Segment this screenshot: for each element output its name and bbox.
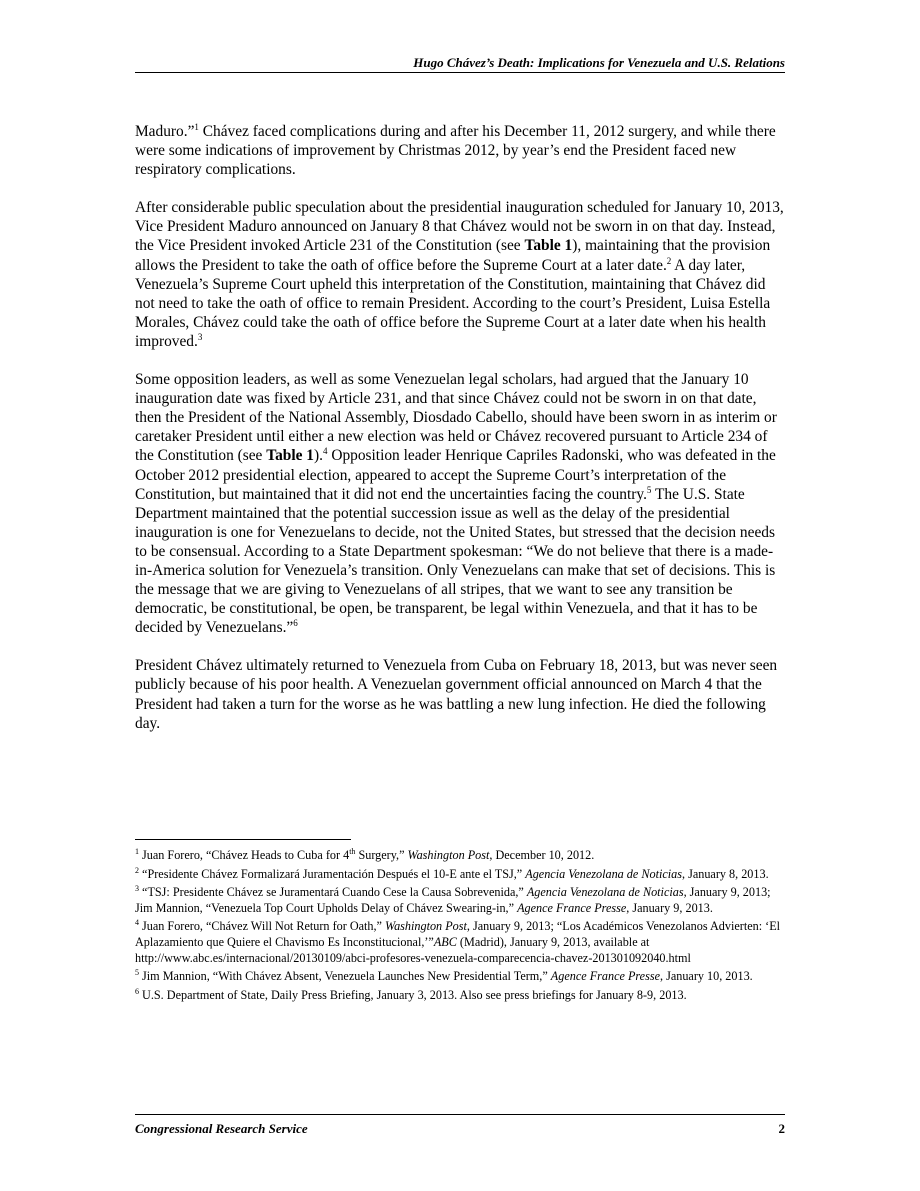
body-text — [135, 122, 785, 752]
footnote-ref-3[interactable]: 3 — [197, 331, 203, 342]
footnote-ref-6[interactable]: 6 — [293, 618, 298, 629]
source-url[interactable]: (Madrid), January 9, 2013, available at http://www.abc.es/internacional/20130109/abci-profesores-venezuela-comparecencia-chavez-201301092040.html — [135, 934, 691, 965]
footnote-ref-2[interactable]: 2 — [666, 255, 672, 266]
table-ref[interactable]: Table 1 — [266, 447, 314, 465]
paragraph-2: After considerable public speculation about the presidential inauguration scheduled for January 10, 2013, Vice President Maduro announced on January 8 that Chávez would not be sworn in on that day. Instead, the Vice President invoked Article 231 of the Constitution (see Table 1), maintaining that the provision allows the President to take the oath of office before the Supreme Court at a later date.$^2$ A day later, Venezuela’s Supreme Court upheld this interpretation of the Constitution, maintaining that Chávez did not need to take the oath of office to remain President. According to the court’s President, Luisa Estella Morales, Chávez could take the oath of office before the Supreme Court at a later date when his health improved.$^3$ — [135, 199, 784, 350]
footnote-ref-5[interactable]: 5 — [646, 484, 652, 495]
footnote-4: $^4$ Juan Forero, “Chávez Will Not Return for Oath,” Washington Post, January 9, 2013; “Los Académicos Venezolanos Advierten: ‘El Aplazamiento que Quiere el Chavismo Es Inconstitucional,’”ABC (Madrid), January 9, 2013, available at http://www.abc.es/internacional/20130109/abci-profesores-venezuela-comparecencia-chavez-201301092040.html — [135, 918, 781, 965]
table-ref[interactable]: Table 1 — [524, 237, 573, 255]
footnote-3: $^3$ “TSJ: Presidente Chávez se Juramentará Cuando Cese la Causa Sobrevenida,” Agencia Venezolana de Noticias, January 9, 2013; Jim Mannion, “Venezuela Top Court Upholds Delay of Chávez Swearing-in,” Agence France Presse, January 9, 2013. — [135, 884, 771, 915]
footnote-1: $^1$ Juan Forero, “Chávez Heads to Cuba for 4th Surgery,” Washington Post, December 10, 2012. — [135, 846, 595, 862]
footnote-rule — [135, 839, 351, 840]
footnote-6: $^6$ U.S. Department of State, Daily Press Briefing, January 3, 2013. Also see press briefings for January 8-9, 2013. — [135, 986, 687, 1002]
footnote-ref-1[interactable]: 1 — [194, 121, 199, 132]
footer-rule — [135, 1114, 785, 1115]
running-header: Hugo Chávez’s Death: Implications for Venezuela and U.S. Relations — [413, 55, 785, 70]
paragraph-1: Maduro.”$^1$ Chávez faced complications during and after his December 11, 2012 surgery, and while there were some indications of improvement by Christmas 2012, by year’s end the President faced new respiratory complications. — [135, 121, 776, 179]
footnote-ref-4[interactable]: 4 — [322, 446, 328, 457]
paragraph-4: President Chávez ultimately returned to Venezuela from Cuba on February 18, 2013, but was never seen publicly because of his poor health. A Venezuelan government official announced on March 4 that the President had taken a turn for the worse as he was battling a new lung infection. He died the following day. — [135, 657, 778, 732]
footnote-2: $^2$ “Presidente Chávez Formalizará Juramentación Después el 10-E ante el TSJ,” Agencia Venezolana de Noticias, January 8, 2013. — [135, 865, 769, 881]
header-rule — [135, 72, 785, 73]
paragraph-3: Some opposition leaders, as well as some Venezuelan legal scholars, had argued that the January 10 inauguration date was fixed by Article 231, and that since Chávez could not be sworn in on that date, then the President of the National Assembly, Diosdado Cabello, should have been sworn in as interim or caretaker President until either a new election was held or Chávez recovered pursuant to Article 234 of the Constitution (see Table 1).$^4$ Opposition leader Henrique Capriles Radonski, who was defeated in the October 2012 presidential election, appeared to accept the Supreme Court’s interpretation of the Constitution, but maintained that it did not end the uncertainties facing the country.$^5$ The U.S. State Department maintained that the potential succession issue as well as the delay of the presidential inauguration is one for Venezuelans to decide, not the United States, but stressed that the decision needs to be consensual. According to a State Department spokesman: “We do not believe that there is a made-in-America solution for Venezuela’s transition. Only Venezuelans can make that set of decisions. This is the message that we are giving to Venezuelans of all stripes, that we want to see any transition be democratic, be constitutional, be open, be transparent, be legal within Venezuela, and that it has to be decided by Venezuelans.”$^6$ — [135, 371, 777, 637]
footer-publisher: Congressional Research Service — [135, 1121, 308, 1136]
footnotes — [135, 848, 785, 1006]
page-number: 2 — [778, 1121, 785, 1136]
footnote-5: $^5$ Jim Mannion, “With Chávez Absent, Venezuela Launches New Presidential Term,” Agence France Presse, January 10, 2013. — [135, 968, 753, 984]
